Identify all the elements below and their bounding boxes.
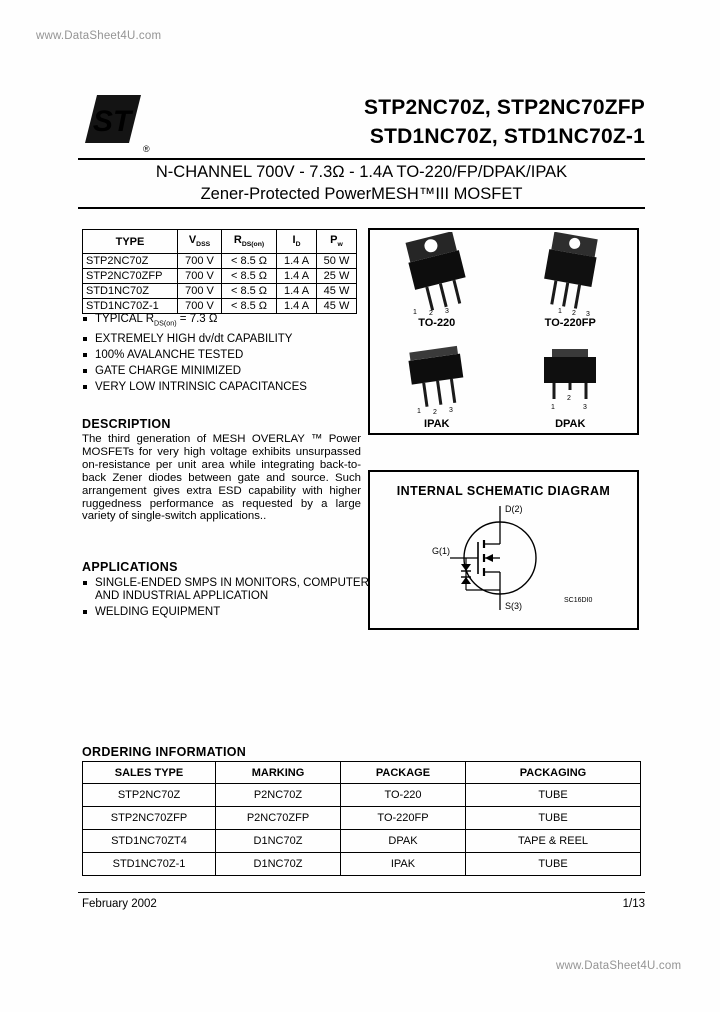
package-label: TO-220FP <box>544 316 596 329</box>
cell-sales-type: STD1NC70Z-1 <box>83 853 216 876</box>
dpak-package-icon <box>510 343 630 417</box>
feature-text: TYPICAL R <box>95 313 155 325</box>
table-row <box>83 830 641 853</box>
col-header-package: PACKAGE <box>341 762 466 784</box>
pin-number: 3 <box>444 307 449 315</box>
schematic-title: INTERNAL SCHEMATIC DIAGRAM <box>396 484 611 498</box>
cell-package: IPAK <box>341 853 466 876</box>
cell-pw: 45 W <box>317 284 357 299</box>
st-logo-icon <box>84 92 142 146</box>
feature-item: TYPICAL $R_{DS(on)} = 7.3$ Ω <box>82 313 370 330</box>
cell-pw: 25 W <box>317 269 357 284</box>
watermark-top: www.DataSheet4U.com <box>36 30 162 42</box>
pin-number: 2 <box>432 409 437 416</box>
cell-rdson: < 8.5 Ω <box>222 269 277 284</box>
col-header-id: $I_D$ <box>277 230 317 254</box>
cell-sales-type: STP2NC70Z <box>83 784 216 807</box>
col-header-sales-type: SALES TYPE <box>83 762 216 784</box>
schematic-panel <box>368 470 639 630</box>
footer-date: February 2002 <box>82 898 157 910</box>
cell-marking: D1NC70Z <box>216 853 341 876</box>
cell-packaging: TUBE <box>466 853 641 876</box>
application-item <box>82 577 370 603</box>
cell-id: 1.4 A <box>277 269 317 284</box>
bullet-icon <box>83 317 87 321</box>
ordering-table <box>82 761 641 876</box>
feature-text: VERY LOW INTRINSIC CAPACITANCES <box>95 381 307 394</box>
cell-marking: P2NC70ZFP <box>216 807 341 830</box>
cell-id: 1.4 A <box>277 254 317 269</box>
st-logo <box>84 92 142 151</box>
feature-text: GATE CHARGE MINIMIZED <box>95 365 242 378</box>
subtitle-line-2: Zener-Protected PowerMESH™III MOSFET <box>200 185 523 203</box>
bullet-icon <box>83 369 87 373</box>
cell-id: 1.4 A <box>277 284 317 299</box>
pin-number: 1 <box>558 307 563 315</box>
cell-pw: 50 W <box>317 254 357 269</box>
feature-item <box>82 333 370 346</box>
package-ipak <box>370 332 504 434</box>
ratings-table <box>82 229 357 314</box>
bullet-icon <box>83 337 87 341</box>
col-header-pw: $P_w$ <box>317 230 357 254</box>
package-to220 <box>370 230 504 332</box>
table-row <box>83 853 641 876</box>
cell-marking: D1NC70Z <box>216 830 341 853</box>
package-dpak <box>504 332 638 434</box>
feature-item <box>82 381 370 394</box>
cell-rdson: < 8.5 Ω <box>222 284 277 299</box>
pin-number: 1 <box>412 308 417 316</box>
col-header-type: TYPE <box>83 230 178 254</box>
ordering-header-row <box>83 762 641 784</box>
package-label: TO-220 <box>418 316 456 329</box>
feature-item <box>82 365 370 378</box>
cell-package: TO-220 <box>341 784 466 807</box>
cell-package: DPAK <box>341 830 466 853</box>
package-label: IPAK <box>424 418 450 430</box>
cell-packaging: TAPE & REEL <box>466 830 641 853</box>
cell-packaging: TUBE <box>466 807 641 830</box>
registered-mark: ® <box>143 144 150 154</box>
col-header-vdss: $V_{DSS}$ <box>178 230 222 254</box>
cell-type: STD1NC70Z <box>83 284 178 299</box>
title-line-1: STP2NC70Z, STP2NC70ZFP <box>364 96 645 119</box>
application-text: WELDING EQUIPMENT <box>95 606 221 618</box>
pin-number: 2 <box>572 309 577 316</box>
col-header-marking: MARKING <box>216 762 341 784</box>
cell-vdss: 700 V <box>178 299 222 314</box>
table-row <box>83 784 641 807</box>
cell-type: STP2NC70Z <box>83 254 178 269</box>
schematic-code: SC16DI0 <box>564 597 593 604</box>
cell-sales-type: STP2NC70ZFP <box>83 807 216 830</box>
features-list <box>82 313 370 397</box>
cell-rdson: < 8.5 Ω <box>222 254 277 269</box>
pin-number: 2 <box>428 309 433 316</box>
pin-number: 3 <box>583 404 588 411</box>
cell-rdson: < 8.5 Ω <box>222 299 277 314</box>
bullet-icon <box>83 353 87 357</box>
ipak-package-icon <box>377 343 497 417</box>
cell-package: TO-220FP <box>341 807 466 830</box>
application-text: SINGLE-ENDED SMPS IN MONITORS, COMPUTER AND INDUSTRIAL APPLICATION <box>95 577 369 602</box>
divider <box>78 158 645 160</box>
pin-number: 1 <box>551 404 556 411</box>
mosfet-schematic <box>370 498 637 616</box>
subtitle-line-1: N-CHANNEL 700V - 7.3Ω - 1.4A TO-220/FP/DPAK/IPAK <box>155 163 568 181</box>
cell-vdss: 700 V <box>178 269 222 284</box>
source-label: S(3) <box>505 601 523 611</box>
cell-vdss: 700 V <box>178 284 222 299</box>
cell-type: STP2NC70ZFP <box>83 269 178 284</box>
footer-divider <box>78 892 645 893</box>
cell-id: 1.4 A <box>277 299 317 314</box>
title-line-2: STD1NC70Z, STD1NC70Z-1 <box>369 125 645 148</box>
col-header-packaging: PACKAGING <box>466 762 641 784</box>
bullet-icon <box>83 385 87 389</box>
ordering-heading: ORDERING INFORMATION <box>82 745 247 759</box>
cell-pw: 45 W <box>317 299 357 314</box>
feature-item <box>82 349 370 362</box>
feature-text: 100% AVALANCHE TESTED <box>95 349 244 362</box>
description-body: The third generation of MESH OVERLAY ™ Power MOSFETs for very high voltage exhibits unsurpassed on-resistance per unit area while integrating back-to-back Zener diodes between gate and source. Such arrangement gives extra ESD capability with higher ruggedness performance as requested by a large variety of single-switch applications.. <box>82 433 361 523</box>
package-label: DPAK <box>555 418 586 430</box>
cell-packaging: TUBE <box>466 784 641 807</box>
watermark-bottom: www.DataSheet4U.com <box>556 960 682 972</box>
table-row <box>83 284 357 299</box>
applications-list <box>82 577 370 622</box>
drain-label: D(2) <box>505 504 523 514</box>
table-row <box>83 254 357 269</box>
description-heading: DESCRIPTION <box>82 417 171 431</box>
to220fp-package-icon <box>510 232 630 316</box>
application-item <box>82 606 370 619</box>
cell-vdss: 700 V <box>178 254 222 269</box>
cell-sales-type: STD1NC70ZT4 <box>83 830 216 853</box>
table-row <box>83 269 357 284</box>
page-number: 1/13 <box>622 898 645 910</box>
table-row <box>83 299 357 314</box>
col-header-rdson: $R_{DS(on)}$ <box>222 230 277 254</box>
applications-heading: APPLICATIONS <box>82 560 178 574</box>
st-logo-text: ST <box>92 105 132 138</box>
gate-label: G(1) <box>432 546 450 556</box>
divider <box>78 207 645 209</box>
packages-panel <box>368 228 639 435</box>
feature-text: EXTREMELY HIGH dv/dt CAPABILITY <box>95 333 293 346</box>
ratings-header-row <box>83 230 357 254</box>
bullet-icon <box>83 610 87 614</box>
pin-number: 2 <box>567 395 572 402</box>
package-to220fp <box>504 230 638 332</box>
to220-package-icon <box>377 232 497 316</box>
cell-type: STD1NC70Z-1 <box>83 299 178 314</box>
part-number-title <box>364 93 645 151</box>
table-row <box>83 807 641 830</box>
pin-number: 3 <box>448 407 453 414</box>
cell-marking: P2NC70Z <box>216 784 341 807</box>
bullet-icon <box>83 581 87 585</box>
pin-number: 3 <box>586 310 591 316</box>
pin-number: 1 <box>416 408 421 415</box>
